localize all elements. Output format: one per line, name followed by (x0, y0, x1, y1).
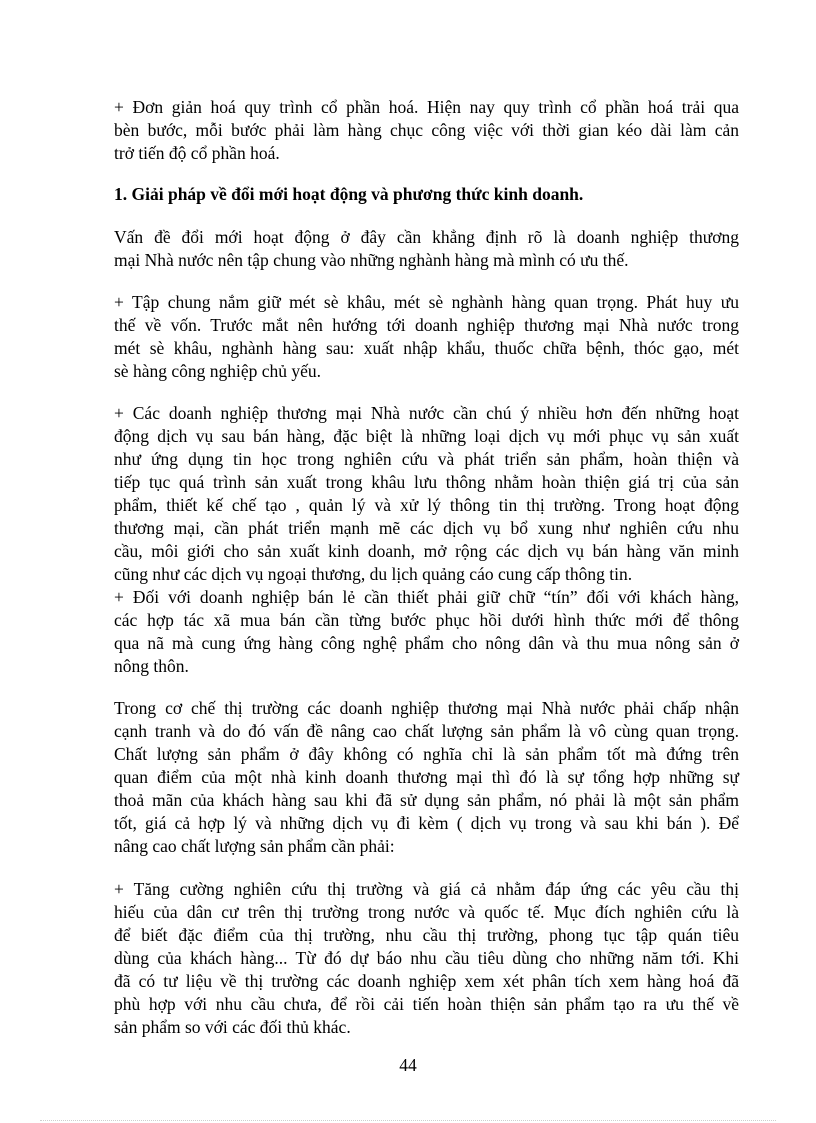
text-line: cầu, môi giới cho sản xuất kinh doanh, mở rộng các dịch vụ bán hàng văn minh (114, 541, 739, 561)
text-line: mại Nhà nước nên tập chung vào những nghành hàng mà mình có ưu thế. (114, 250, 629, 270)
text-line: thoả mãn của khách hàng sau khi đã sử dụng sản phẩm, nó phải là một sản phẩm (114, 790, 739, 810)
text-line: mét sè khâu, nghành hàng sau: xuất nhập khẩu, thuốc chữa bệnh, thóc gạo, mét (114, 338, 739, 358)
text-line: quan điểm của một nhà kinh doanh thương mại thì đó là sự tổng hợp những sự (114, 767, 739, 787)
text-line: bèn bước, mỗi bước phải làm hàng chục công việc với thời gian kéo dài làm cản (114, 120, 739, 140)
text-line: động dịch vụ sau bán hàng, đặc biệt là những loại dịch vụ mới phục vụ sản xuất (114, 426, 739, 446)
text-line: hiếu của dân cư trên thị trường trong nước và quốc tế. Mục đích nghiên cứu là (114, 902, 739, 922)
page-bottom-divider (40, 1120, 776, 1121)
text-line: các hợp tác xã mua bán cần từng bước phục hồi dưới hình thức mới để thông (114, 610, 739, 630)
text-line: thương mại, cần phát triển mạnh mẽ các dịch vụ bổ xung như nghiên cứu nhu (114, 518, 739, 538)
text-line: nông thôn. (114, 656, 189, 676)
text-line: + Tăng cường nghiên cứu thị trường và giá cả nhằm đáp ứng các yêu cầu thị (114, 879, 739, 899)
text-line: + Tập chung nắm giữ mét sè khâu, mét sè nghành hàng quan trọng. Phát huy ưu (114, 292, 739, 312)
text-line: như ứng dụng tin học trong nghiên cứu và phát triển sản phẩm, hoàn thiện và (114, 449, 739, 469)
text-line: phẩm, thiết kế chế tạo , quản lý và xử lý thông tin thị trường. Trong hoạt động (114, 495, 739, 515)
text-line: sản phẩm so với các đối thủ khác. (114, 1017, 351, 1037)
page-number: 44 (399, 1055, 417, 1075)
text-line: + Đối với doanh nghiệp bán lẻ cần thiết phải giữ chữ “tín” đối với khách hàng, (114, 587, 739, 607)
text-line: Trong cơ chế thị trường các doanh nghiệp thương mại Nhà nước phải chấp nhận (114, 698, 739, 718)
text-line: đã có tư liệu về thị trường các doanh nghiệp xem xét phân tích xem hàng hoá đã (114, 971, 739, 991)
text-line: Vấn đề đổi mới hoạt động ở đây cần khẳng định rõ là doanh nghiệp thương (114, 227, 739, 247)
text-line: cũng như các dịch vụ ngoại thương, du lịch quảng cáo cung cấp thông tin. (114, 564, 633, 584)
text-line: để biết đặc điểm của thị trường, nhu cầu thị trường, phong tục tập quán tiêu (114, 925, 739, 945)
text-line: tốt, giá cả hợp lý và những dịch vụ đi kèm ( dịch vụ trong và sau khi bán ). Để (114, 813, 739, 833)
text-line: qua nã mà cung ứng hàng công nghệ phẩm cho nông dân và thu mua nông sản ở (114, 633, 739, 653)
text-line: thế về vốn. Trước mắt nên hướng tới doanh nghiệp thương mại Nhà nước trong (114, 315, 739, 335)
section-heading: 1. Giải pháp về đổi mới hoạt động và phương thức kinh doanh. (114, 184, 584, 204)
text-line: dùng của khách hàng... Từ đó dự báo nhu cầu tiêu dùng cho những năm tới. Khi (114, 948, 739, 968)
text-line: tiếp tục quá trình sản xuất trong khâu lưu thông nhằm hoàn thiện giá trị của sản (114, 472, 739, 492)
text-line: phù hợp với nhu cầu chưa, để rồi cải tiến hoàn thiện sản phẩm tạo ra ưu thế về (114, 994, 739, 1014)
text-line: trở tiến độ cổ phần hoá. (114, 143, 280, 163)
text-line: + Đơn giản hoá quy trình cổ phần hoá. Hiện nay quy trình cổ phần hoá trải qua (114, 97, 739, 117)
text-line: + Các doanh nghiệp thương mại Nhà nước cần chú ý nhiều hơn đến những hoạt (114, 403, 739, 423)
text-line: nâng cao chất lượng sản phẩm cần phải: (114, 836, 395, 856)
text-line: sè hàng công nghiệp chủ yếu. (114, 361, 322, 381)
text-line: Chất lượng sản phẩm ở đây không có nghĩa chỉ là sản phẩm tốt mà đứng trên (114, 744, 739, 764)
text-line: cạnh tranh và do đó vấn đề nâng cao chất lượng sản phẩm là vô cùng quan trọng. (114, 721, 739, 741)
